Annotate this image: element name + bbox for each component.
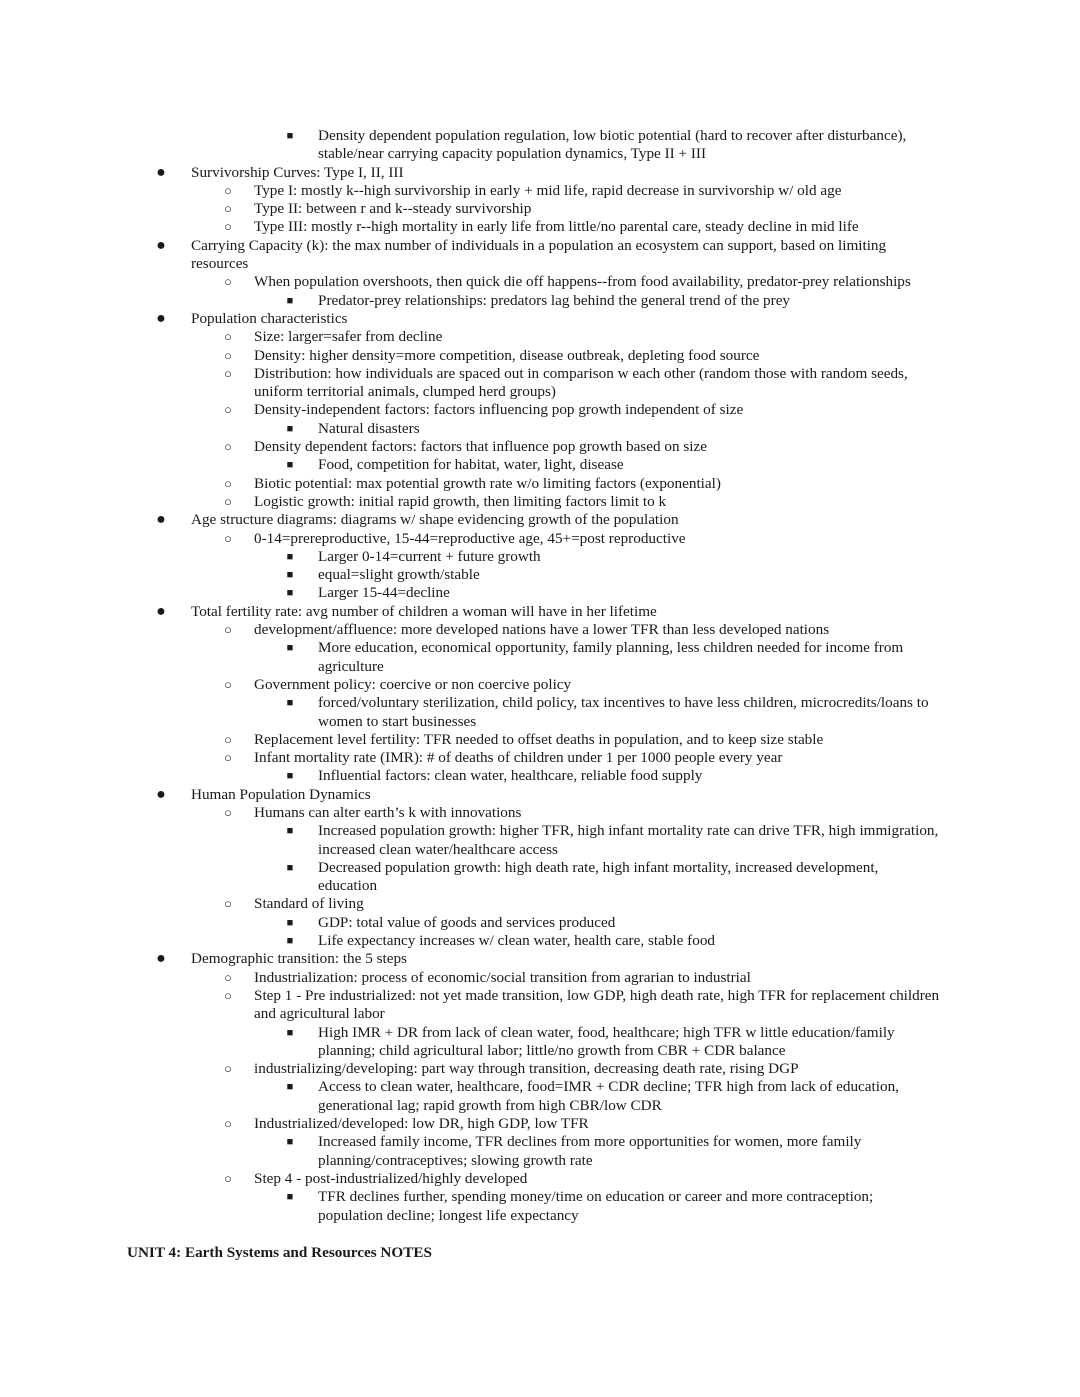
circle-bullet-icon: ○ [224,530,232,546]
square-bullet-icon: ■ [286,642,294,655]
square-bullet-icon: ■ [286,569,294,582]
outline-item-text: equal=slight growth/stable [318,566,480,584]
outline-item-text: Decreased population growth: high death rate, high infant mortality, increased development, education [318,858,879,895]
outline-item-level-2 [0,969,1080,987]
outline-item-level-3 [0,914,1080,932]
square-bullet-icon: ■ [286,1136,294,1149]
outline-item-text: Density dependent factors: factors that influence pop growth based on size [254,438,707,456]
square-bullet-icon: ■ [286,825,294,838]
disc-bullet-icon: ● [156,309,166,327]
outline-item-text: Step 4 - post-industrialized/highly developed [254,1169,528,1187]
outline-item-level-2 [0,182,1080,200]
disc-bullet-icon: ● [156,785,166,803]
outline-item-text: Life expectancy increases w/ clean water, health care, stable food [318,932,716,950]
outline-item-text: Density: higher density=more competition, disease outbreak, depleting food source [254,346,760,364]
circle-bullet-icon: ○ [224,329,232,345]
outline-item-text: development/affluence: more developed nations have a lower TFR than less developed nations [254,621,830,639]
outline-item-level-3 [0,420,1080,438]
outline-item-text: Industrialization: process of economic/social transition from agrarian to industrial [254,968,751,986]
outline-item-level-1 [0,603,1080,621]
outline-item-text: Age structure diagrams: diagrams w/ shape evidencing growth of the population [191,511,679,529]
outline-item-level-3 [0,694,1080,731]
outline-item-text: Type II: between r and k--steady survivorship [254,200,532,218]
outline-item-level-3 [0,932,1080,950]
square-bullet-icon: ■ [286,1081,294,1094]
outline-item-text: Population characteristics [191,309,348,327]
circle-bullet-icon: ○ [224,365,232,381]
square-bullet-icon: ■ [286,1026,294,1039]
outline-item-level-2 [0,200,1080,218]
circle-bullet-icon: ○ [224,731,232,747]
outline-item-level-2 [0,804,1080,822]
outline-item-level-2 [0,273,1080,291]
outline-item-level-3 [0,584,1080,602]
outline-item-level-3 [0,639,1080,676]
square-bullet-icon: ■ [286,1191,294,1204]
outline-item-text: Biotic potential: max potential growth rate w/o limiting factors (exponential) [254,474,721,492]
circle-bullet-icon: ○ [224,1170,232,1186]
outline-item-level-2 [0,987,1080,1024]
square-bullet-icon: ■ [286,916,294,929]
outline-item-text: Replacement level fertility: TFR needed to offset deaths in population, and to keep size stable [254,730,824,748]
outline-item-text: Infant mortality rate (IMR): # of deaths of children under 1 per 1000 people every year [254,749,783,767]
outline-item-text: High IMR + DR from lack of clean water, food, healthcare; high TFR w little education/family planning; child agricultural labor; little/no growth from CBR + CDR balance [318,1023,895,1059]
outline-item-level-1 [0,786,1080,804]
outline-item-text: More education, economical opportunity, family planning, less children needed for income from agriculture [318,639,904,675]
circle-bullet-icon: ○ [224,622,232,638]
outline-item-text: Increased family income, TFR declines from more opportunities for women, more family planning/contraceptives; slowing growth rate [318,1133,862,1169]
circle-bullet-icon: ○ [224,1116,232,1132]
outline-item-level-3 [0,566,1080,584]
outline-item-text: Standard of living [254,895,364,913]
outline-item-text: Humans can alter earth’s k with innovations [254,803,522,821]
disc-bullet-icon: ● [156,236,166,254]
circle-bullet-icon: ○ [224,493,232,509]
outline-item-level-2 [0,676,1080,694]
circle-bullet-icon: ○ [224,201,232,217]
outline-item-level-3 [0,127,1080,164]
circle-bullet-icon: ○ [224,676,232,692]
outline-item-level-2 [0,621,1080,639]
outline-item-level-3 [0,1133,1080,1170]
outline-item-text: Food, competition for habitat, water, light, disease [318,456,624,474]
outline-item-level-2 [0,328,1080,346]
outline-item-level-2 [0,347,1080,365]
disc-bullet-icon: ● [156,163,166,181]
outline-item-level-2 [0,493,1080,511]
square-bullet-icon: ■ [286,697,294,710]
disc-bullet-icon: ● [156,602,166,620]
outline-item-level-3 [0,767,1080,785]
outline-item-text: Step 1 - Pre industrialized: not yet made transition, low GDP, high death rate, high TFR for replacement children and agricultural labor [254,986,940,1023]
outline-item-level-3 [0,1024,1080,1061]
square-bullet-icon: ■ [286,770,294,783]
outline-item-level-1 [0,164,1080,182]
outline-item-text: Size: larger=safer from decline [254,328,443,346]
outline-item-text: GDP: total value of goods and services produced [318,913,616,931]
unit-heading: UNIT 4: Earth Systems and Resources NOTES [127,1244,432,1261]
outline-item-text: Total fertility rate: avg number of children a woman will have in her lifetime [191,602,657,620]
outline-item-text: When population overshoots, then quick die off happens--from food availability, predator-prey relationships [254,273,911,291]
outline-item-text: Larger 15-44=decline [318,584,450,602]
circle-bullet-icon: ○ [224,439,232,455]
circle-bullet-icon: ○ [224,219,232,235]
outline-item-level-2 [0,438,1080,456]
outline-item-level-3 [0,456,1080,474]
outline-item-text: Type I: mostly k--high survivorship in early + mid life, rapid decrease in survivorship w/ old age [254,181,842,199]
outline-item-level-3 [0,548,1080,566]
square-bullet-icon: ■ [286,935,294,948]
square-bullet-icon: ■ [286,459,294,472]
outline-item-text: Density dependent population regulation, low biotic potential (hard to recover after disturbance), stable/near carrying capacity population dynamics, Type II + III [318,127,907,163]
outline-item-text: Access to clean water, healthcare, food=IMR + CDR decline; TFR high from lack of education, generational lag; rapid growth from high CBR/low CDR [318,1078,899,1114]
circle-bullet-icon: ○ [224,804,232,820]
outline-item-level-1 [0,950,1080,968]
outline-item-level-2 [0,475,1080,493]
outline-item-text: Logistic growth: initial rapid growth, then limiting factors limit to k [254,492,667,510]
square-bullet-icon: ■ [286,130,294,142]
circle-bullet-icon: ○ [224,347,232,363]
outline-item-text: Human Population Dynamics [191,785,371,803]
outline-item-text: Distribution: how individuals are spaced out in comparison w each other (random those with random seeds, uniform territorial animals, clumped herd groups) [254,364,908,401]
outline-item-level-2 [0,1060,1080,1078]
outline-item-text: Demographic transition: the 5 steps [191,950,407,968]
outline-item-level-2 [0,365,1080,402]
outline-item-level-2 [0,218,1080,236]
circle-bullet-icon: ○ [224,987,232,1003]
outline-item-level-2 [0,1170,1080,1188]
circle-bullet-icon: ○ [224,182,232,198]
outline-item-level-3 [0,859,1080,896]
outline-item-level-3 [0,1188,1080,1225]
outline-item-text: forced/voluntary sterilization, child policy, tax incentives to have less children, microcredits/loans to women to start businesses [318,694,929,730]
square-bullet-icon: ■ [286,861,294,874]
circle-bullet-icon: ○ [224,1061,232,1077]
outline-item-level-1 [0,310,1080,328]
outline-item-level-2 [0,749,1080,767]
outline-item-level-2 [0,1115,1080,1133]
notes-outline [0,127,1080,1225]
outline-item-text: Type III: mostly r--high mortality in early life from little/no parental care, steady decline in mid life [254,218,859,236]
outline-item-text: 0-14=prereproductive, 15-44=reproductive age, 45+=post reproductive [254,529,686,547]
outline-item-level-1 [0,511,1080,529]
outline-item-text: Survivorship Curves: Type I, II, III [191,163,404,181]
disc-bullet-icon: ● [156,950,166,968]
circle-bullet-icon: ○ [224,896,232,912]
circle-bullet-icon: ○ [224,969,232,985]
circle-bullet-icon: ○ [224,402,232,418]
outline-item-text: Industrialized/developed: low DR, high GDP, low TFR [254,1115,589,1133]
outline-item-level-2 [0,401,1080,419]
outline-item-text: Increased population growth: higher TFR, high infant mortality rate can drive TFR, high immigration, increased clean water/healthcare access [318,822,939,858]
outline-item-level-3 [0,1078,1080,1115]
outline-item-text: Predator-prey relationships: predators lag behind the general trend of the prey [318,291,791,309]
square-bullet-icon: ■ [286,294,294,307]
square-bullet-icon: ■ [286,587,294,600]
outline-item-text: Influential factors: clean water, healthcare, reliable food supply [318,767,703,785]
outline-item-text: Density-independent factors: factors influencing pop growth independent of size [254,401,744,419]
outline-item-level-2 [0,530,1080,548]
outline-item-level-3 [0,292,1080,310]
outline-item-text: Government policy: coercive or non coercive policy [254,675,572,693]
disc-bullet-icon: ● [156,511,166,529]
outline-item-text: Carrying Capacity (k): the max number of individuals in a population an ecosystem can support, based on limiting resources [191,236,887,273]
outline-item-level-2 [0,731,1080,749]
outline-item-text: TFR declines further, spending money/time on education or career and more contraception; population decline; longest life expectancy [318,1188,874,1224]
outline-item-level-3 [0,822,1080,859]
square-bullet-icon: ■ [286,550,294,563]
outline-item-level-1 [0,237,1080,274]
outline-item-text: Larger 0-14=current + future growth [318,547,541,565]
square-bullet-icon: ■ [286,422,294,435]
outline-item-text: Natural disasters [318,419,420,437]
circle-bullet-icon: ○ [224,750,232,766]
outline-item-text: industrializing/developing: part way through transition, decreasing death rate, rising DGP [254,1060,799,1078]
circle-bullet-icon: ○ [224,274,232,290]
outline-item-level-2 [0,895,1080,913]
circle-bullet-icon: ○ [224,475,232,491]
